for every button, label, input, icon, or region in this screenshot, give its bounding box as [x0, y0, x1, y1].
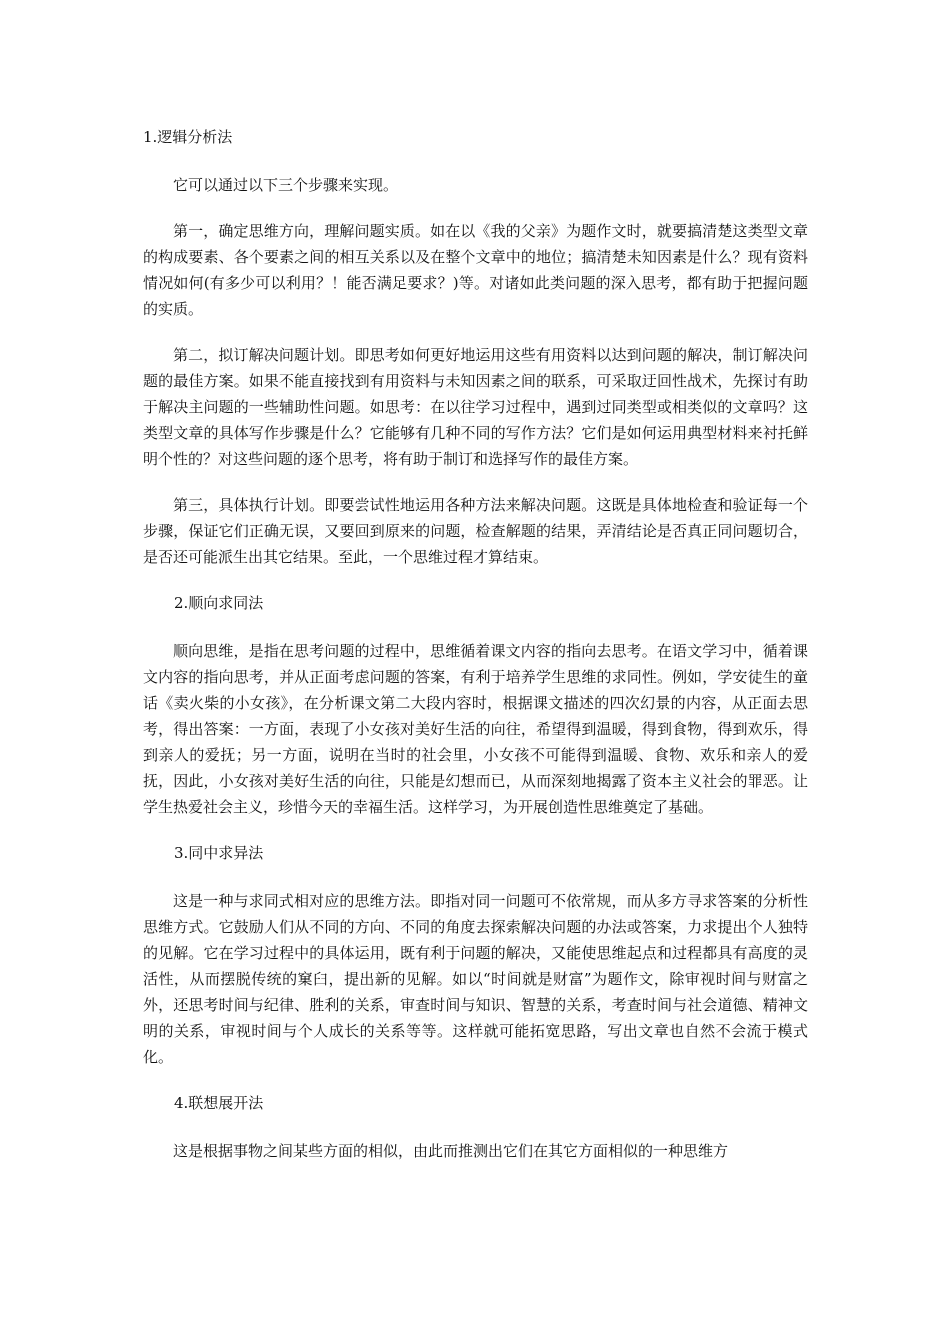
section-heading-forward-convergence: 2.顺向求同法 [174, 594, 264, 612]
paragraph: 顺向思维，是指在思考问题的过程中，思维循着课文内容的指向去思考。在语文学习中，循着课文内容的指向思考，并从正面考虑问题的答案，有利于培养学生思维的求同性。例如，学安徒生的童话《卖火柴的小女孩》，在分析课文第二大段内容时，根据课文描述的四次幻景的内容，从正面去思考，得出答案：一方面，表现了小女孩对美好生活的向往，希望得到温暖，得到食物，得到欢乐，得到亲人的爱抚；另一方面，说明在当时的社会里，小女孩不可能得到温暖、食物、欢乐和亲人的爱抚，因此，小女孩对美好生活的向往，只能是幻想而已，从而深刻地揭露了资本主义社会的罪恶。让学生热爱社会主义，珍惜今天的幸福生活。这样学习，为开展创造性思维奠定了基础。 [143, 642, 808, 816]
paragraph: 这是根据事物之间某些方面的相似，由此而推测出它们在其它方面相似的一种思维方 [173, 1142, 729, 1160]
section-heading-association-expansion: 4.联想展开法 [174, 1094, 264, 1112]
paragraph: 它可以通过以下三个步骤来实现。 [173, 176, 399, 194]
section-heading-difference-in-sameness: 3.同中求异法 [174, 844, 264, 862]
paragraph: 第二，拟订解决问题计划。即思考如何更好地运用这些有用资料以达到问题的解决，制订解决问题的最佳方案。如果不能直接找到有用资料与未知因素之间的联系，可采取迂回性战术，先探讨有助于解决主问题的一些辅助性问题。如思考：在以往学习过程中，遇到过同类型或相类似的文章吗？这类型文章的具体写作步骤是什么？它能够有几种不同的写作方法？它们是如何运用典型材料来衬托鲜明个性的？对这些问题的逐个思考，将有助于制订和选择写作的最佳方案。 [143, 346, 808, 468]
paragraph: 第一，确定思维方向，理解问题实质。如在以《我的父亲》为题作文时，就要搞清楚这类型文章的构成要素、各个要素之间的相互关系以及在整个文章中的地位；搞清楚未知因素是什么？现有资料情况如何(有多少可以利用？！能否满足要求？)等。对诸如此类问题的深入思考，都有助于把握问题的实质。 [143, 222, 808, 318]
document-body [143, 124, 808, 1184]
section-heading-logic-analysis: 1.逻辑分析法 [143, 128, 233, 146]
paragraph: 这是一种与求同式相对应的思维方法。即指对同一问题可不依常规，而从多方寻求答案的分析性思维方式。它鼓励人们从不同的方向、不同的角度去探索解决问题的办法或答案，力求提出个人独特的见解。它在学习过程中的具体运用，既有利于问题的解决，又能使思维起点和过程都具有高度的灵活性，从而摆脱传统的窠臼，提出新的见解。如以“时间就是财富”为题作文，除审视时间与财富之外，还思考时间与纪律、胜利的关系，审查时间与知识、智慧的关系，考查时间与社会道德、精神文明的关系，审视时间与个人成长的关系等等。这样就可能拓宽思路，写出文章也自然不会流于模式化。 [143, 892, 808, 1066]
paragraph: 第三，具体执行计划。即要尝试性地运用各种方法来解决问题。这既是具体地检查和验证每一个步骤，保证它们正确无误，又要回到原来的问题，检查解题的结果，弄清结论是否真正同问题切合，是否还可能派生出其它结果。至此，一个思维过程才算结束。 [143, 496, 808, 566]
